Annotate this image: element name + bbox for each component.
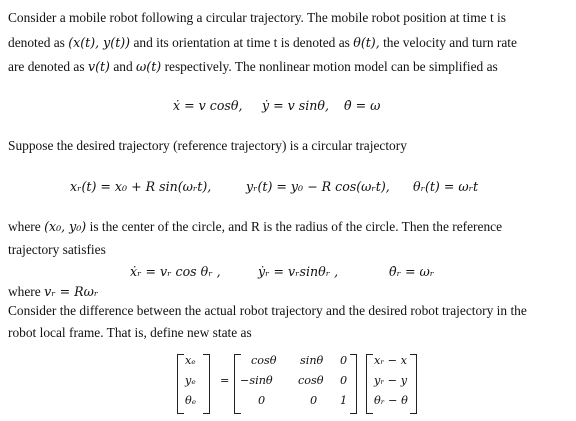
matrix-cell: yᵣ − y [374,374,408,387]
text-span: where [8,284,41,299]
text-span: denoted as [8,35,65,50]
paragraph-4-line-2: robot local frame. That is, define new state as [8,325,252,340]
equals-sign: = [220,374,230,387]
motion-eq-x: ẋ = v cosθ, [173,98,243,113]
error-state-vector [177,352,211,414]
turn-rate-symbol: ω(t) [136,59,162,74]
where-vr-line [8,283,98,301]
velocity-symbol: v(t) [87,59,110,74]
matrix-cell: 0 [340,354,348,367]
rotation-matrix [234,352,358,414]
matrix-cell: 0 [310,394,318,407]
position-symbol: (x(t), y(t)) [68,35,131,50]
paragraph-2: Suppose the desired trajectory (reference trajectory) is a circular trajectory [8,138,407,153]
matrix-cell: yₑ [185,374,196,387]
text-span: where [8,219,41,234]
matrix-cell: cosθ [251,354,277,367]
bracket-right [410,354,417,414]
difference-vector [366,352,418,414]
motion-eq-theta: θ̇ = ω [344,98,381,113]
matrix-cell: sinθ [300,354,324,367]
reference-dot-eq-y: ẏᵣ = vᵣsinθᵣ , [258,264,339,279]
text-span: and its orientation at time t is denoted as [133,35,350,50]
bracket-left [177,354,184,414]
matrix-cell: cosθ [298,374,324,387]
matrix-cell: 0 [340,374,348,387]
reference-eq-y: yᵣ(t) = y₀ − R cos(ωᵣt), [246,179,390,194]
text-span: respectively. The nonlinear motion model can be simplified as [164,59,498,74]
matrix-cell: xᵣ − x [374,354,407,367]
matrix-cell: θₑ [185,394,197,407]
reference-dot-eq-theta: θ̇ᵣ = ωᵣ [389,264,435,279]
bracket-right [203,354,210,414]
paragraph-3-line-2: trajectory satisfies [8,242,106,257]
text-span: and [113,59,133,74]
paragraph-1-line-2 [8,34,517,52]
orientation-symbol: θ(t), [353,35,380,50]
matrix-cell: xₑ [185,354,196,367]
paragraph-4-line-1: Consider the difference between the actual robot trajectory and the desired robot trajectory in the [8,303,527,318]
paragraph-1-line-3 [8,58,498,76]
vr-definition: vᵣ = Rωᵣ [44,284,99,299]
reference-eq-theta: θᵣ(t) = ωᵣt [413,179,479,194]
paragraph-3-line-1 [8,218,502,236]
matrix-cell: 1 [340,394,348,407]
matrix-cell: θᵣ − θ [374,394,408,407]
center-symbol: (x₀, y₀) [44,219,87,234]
reference-eq-x: xᵣ(t) = x₀ + R sin(ωᵣt), [70,179,212,194]
bracket-left [366,354,373,414]
reference-dot-eq-x: ẋᵣ = vᵣ cos θᵣ , [130,264,221,279]
text-span: is the center of the circle, and R is the radius of the circle. Then the reference [89,219,503,234]
text-span: the velocity and turn rate [383,35,517,50]
matrix-cell: 0 [258,394,266,407]
paragraph-1-line-1: Consider a mobile robot following a circular trajectory. The mobile robot position at time t is [8,10,506,25]
motion-eq-y: ẏ = v sinθ, [262,98,329,113]
bracket-right [350,354,357,414]
text-span: are denoted as [8,59,85,74]
matrix-cell: −sinθ [240,374,273,387]
